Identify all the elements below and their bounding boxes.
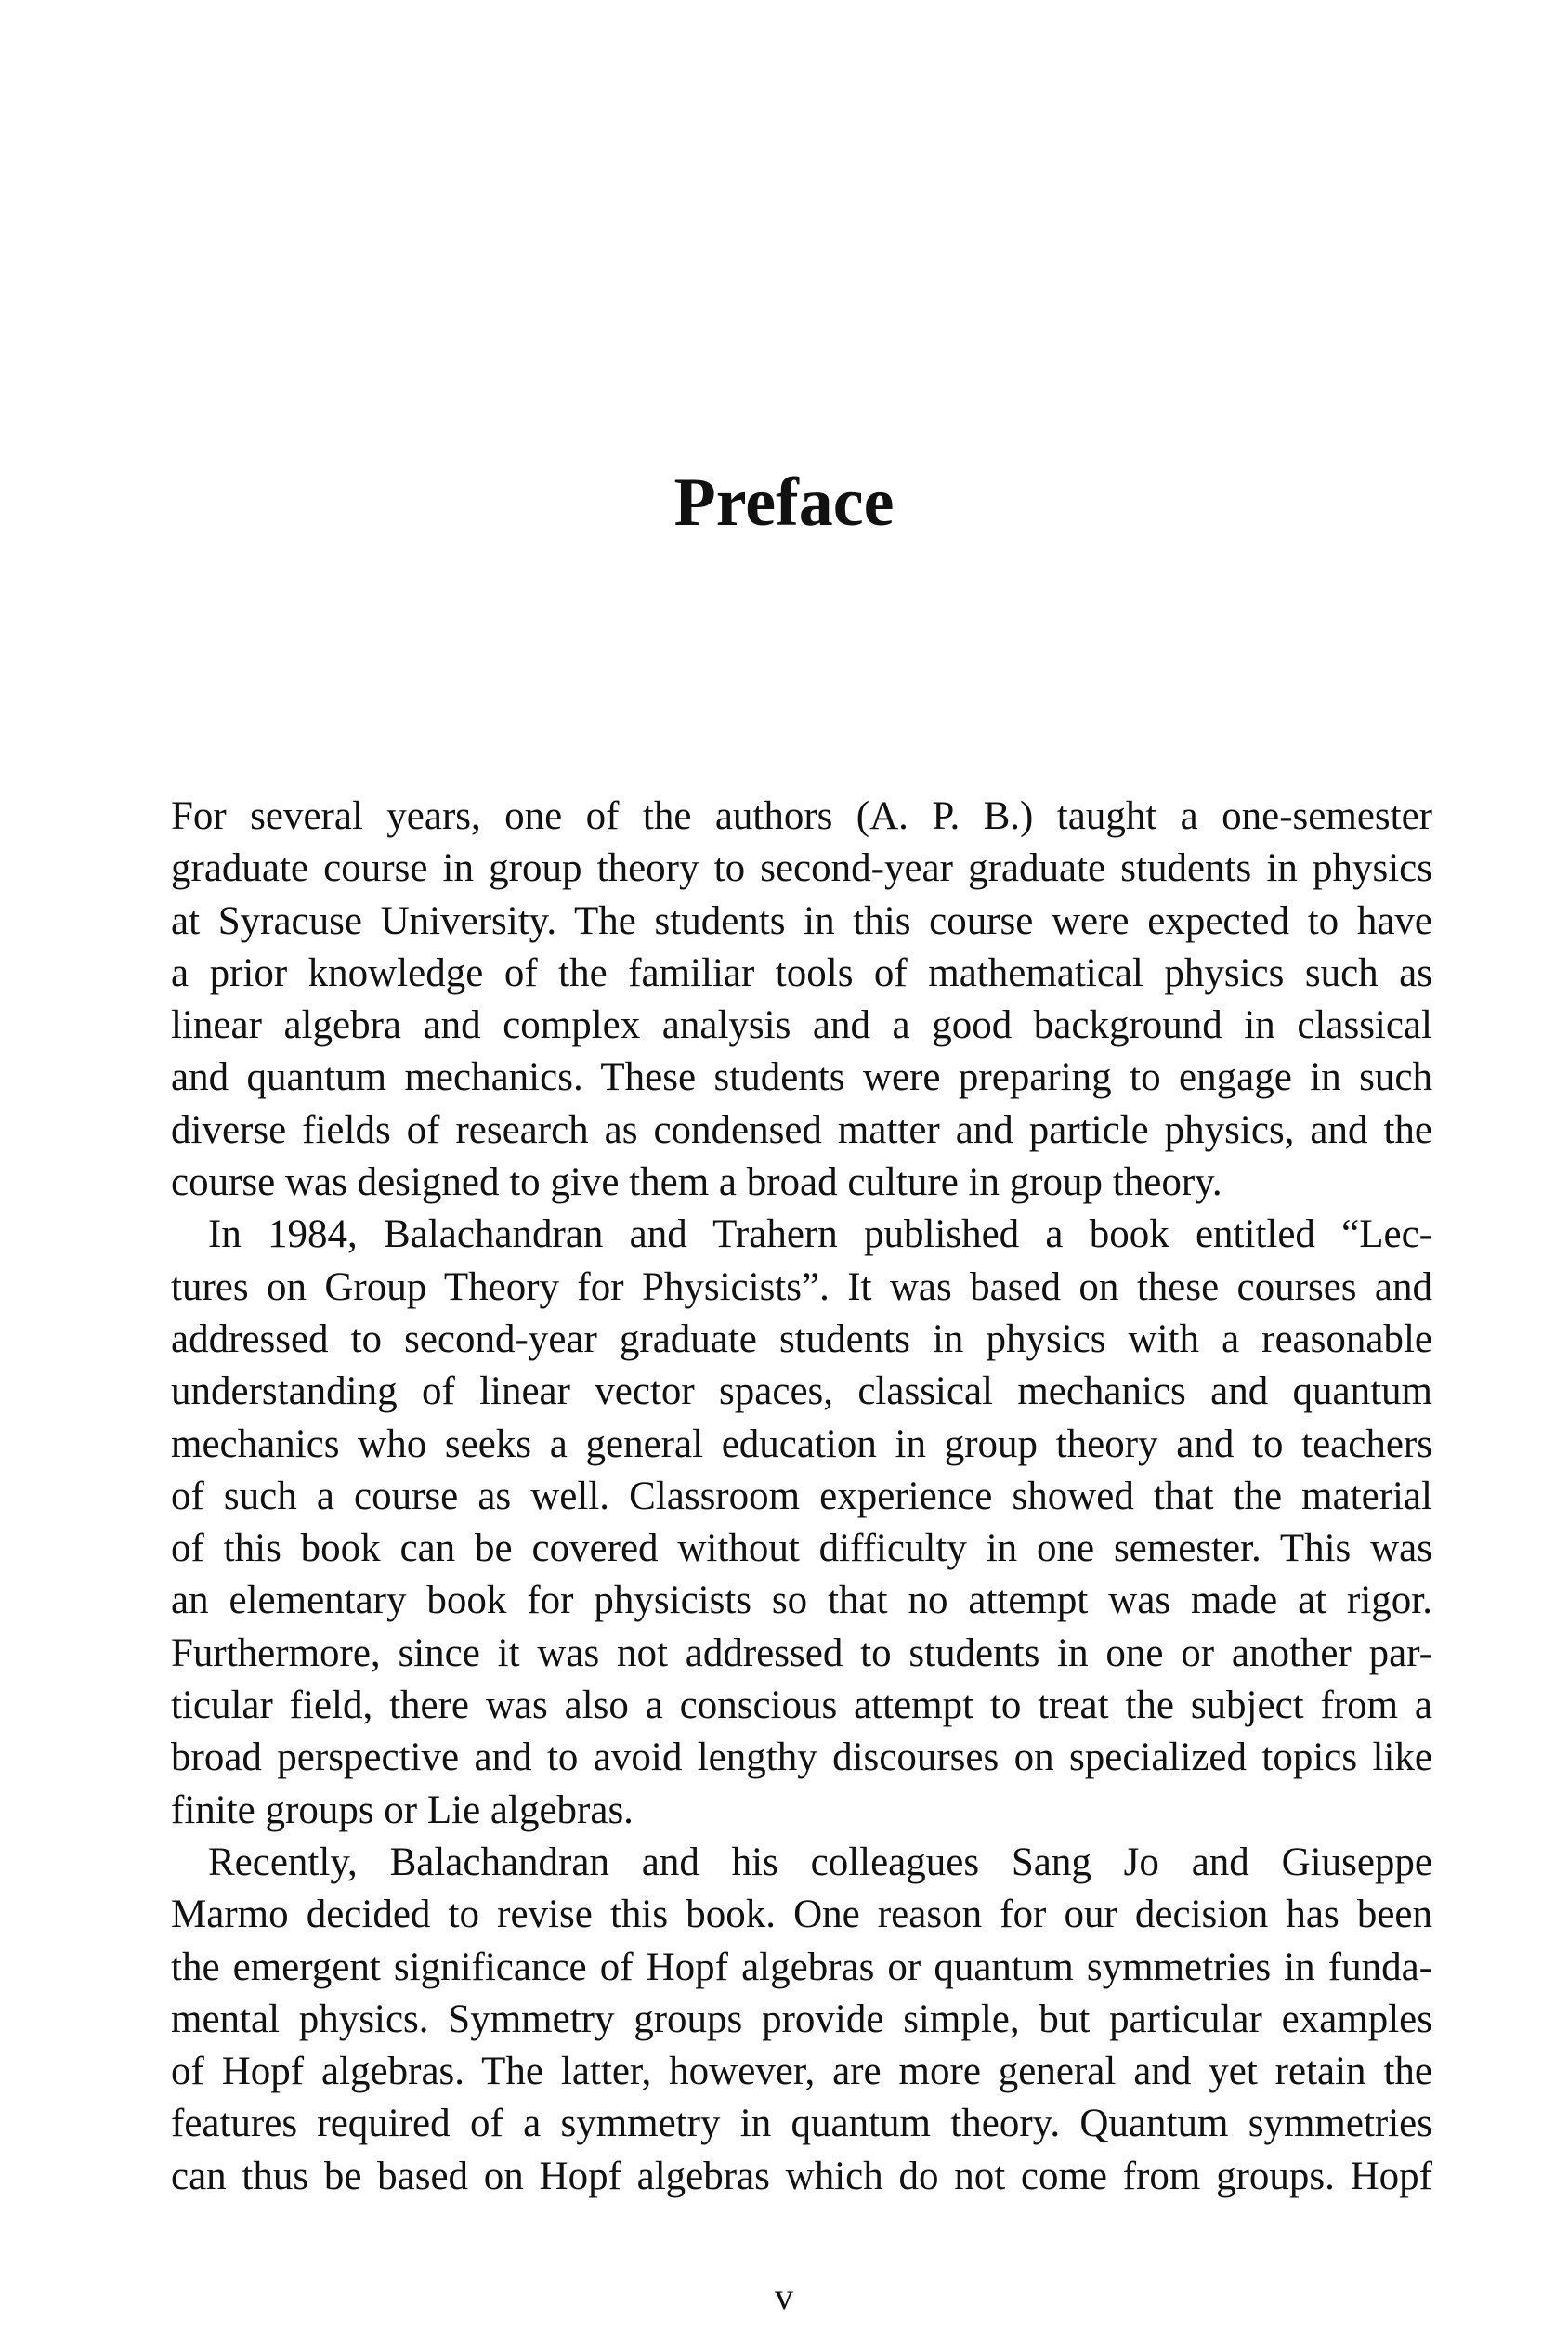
text-line: Recently, Balachandran and his colleagues Sang Jo and Giuseppe — [208, 1840, 1432, 1884]
text-line: In 1984, Balachandran and Trahern published a book entitled “Lec- — [208, 1212, 1432, 1257]
text-line: course was designed to give them a broad culture in group theory. — [171, 1160, 1222, 1205]
text-line: mental physics. Symmetry groups provide simple, but particular examples — [171, 1997, 1432, 2041]
text-line: addressed to second-year graduate students in physics with a reasonable — [171, 1317, 1432, 1361]
paragraph — [171, 1837, 1432, 2203]
text-line: an elementary book for physicists so that no attempt was made at rigor. — [171, 1579, 1432, 1623]
text-line: and quantum mechanics. These students were preparing to engage in such — [171, 1055, 1432, 1100]
text-line: ticular field, there was also a conscious attempt to treat the subject from a — [171, 1683, 1432, 1728]
text-line: features required of a symmetry in quantum theory. Quantum symmetries — [171, 2102, 1432, 2146]
text-line: Marmo decided to revise this book. One reason for our decision has been — [171, 1893, 1432, 1937]
page-title: Preface — [673, 465, 895, 541]
page-number: v — [775, 2275, 793, 2317]
text-line: For several years, one of the authors (A. P. B.) taught a one-semester — [171, 794, 1432, 838]
text-line: graduate course in group theory to second-year graduate students in physics — [171, 846, 1432, 891]
preface-body — [171, 791, 1432, 2203]
text-line: at Syracuse University. The students in this course were expected to have — [171, 898, 1432, 943]
text-line: a prior knowledge of the familiar tools of mathematical physics such as — [171, 950, 1432, 995]
text-line: Furthermore, since it was not addressed to students in one or another par- — [171, 1631, 1432, 1675]
paragraph — [171, 1209, 1432, 1837]
text-line: the emergent significance of Hopf algebras or quantum symmetries in funda- — [171, 1945, 1432, 1989]
text-line: diverse fields of research as condensed matter and particle physics, and the — [171, 1107, 1432, 1152]
text-line: broad perspective and to avoid lengthy discourses on specialized topics like — [171, 1736, 1432, 1780]
text-line: tures on Group Theory for Physicists”. It was based on these courses and — [171, 1264, 1432, 1309]
text-line: of Hopf algebras. The latter, however, are more general and yet retain the — [171, 2050, 1432, 2094]
text-line: of this book can be covered without difficulty in one semester. This was — [171, 1526, 1432, 1571]
text-line: understanding of linear vector spaces, classical mechanics and quantum — [171, 1369, 1432, 1414]
text-line: can thus be based on Hopf algebras which do not come from groups. Hopf — [171, 2154, 1432, 2198]
text-line: finite groups or Lie algebras. — [171, 1788, 634, 1832]
text-line: linear algebra and complex analysis and a good background in classical — [171, 1003, 1432, 1048]
paragraph — [171, 791, 1432, 1209]
text-line: mechanics who seeks a general education in group theory and to teachers — [171, 1421, 1432, 1466]
text-line: of such a course as well. Classroom experience showed that the material — [171, 1474, 1432, 1518]
